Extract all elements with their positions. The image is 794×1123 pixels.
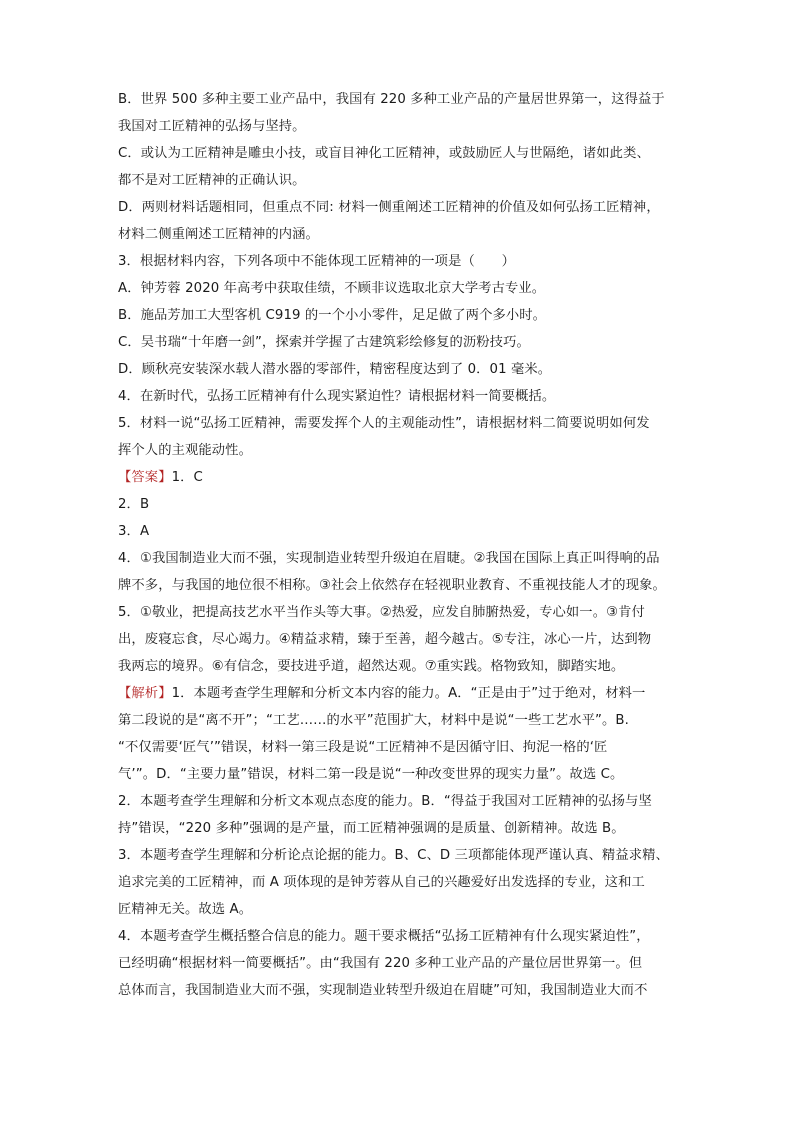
- question-5-line-2: 挥个人的主观能动性。: [118, 443, 252, 458]
- analysis-line-10: 4．本题考查学生概括整合信息的能力。题干要求概括“弘扬工匠精神有什么现实紧迫性”，: [118, 929, 650, 944]
- answer-label: 【答案】: [118, 470, 172, 485]
- question-4: 4．在新时代，弘扬工匠精神有什么现实紧迫性？请根据材料一简要概括。: [118, 389, 556, 404]
- answer-2: 2．B: [118, 497, 150, 512]
- question-3-choice-a: A．钟芳蓉 2020 年高考中获取佳绩，不顾非议选取北京大学考古专业。: [118, 281, 546, 296]
- analysis-line-4: 气’”。D．“主要力量”错误，材料二第一段是说“一种改变世界的现实力量”。故选 C。: [118, 767, 624, 782]
- answer-3: 3．A: [118, 524, 150, 539]
- answer-5-line-1: 5．①敬业，把提高技艺水平当作头等大事。②热爱，应发自肺腑热爱，专心如一。③肯付: [118, 605, 645, 620]
- analysis-line-5: 2．本题考查学生理解和分析文本观点态度的能力。B．“得益于我国对工匠精神的弘扬与坚: [118, 794, 652, 809]
- question-3-choice-c: C．吴书瑞“十年磨一剑”，探索并学握了古建筑彩绘修复的沥粉技巧。: [118, 335, 530, 350]
- answer-4-text-2: 牌不多，与我国的地位很不相称。③社会上依然存在轻视职业教育、不重视技能人才的现象。: [118, 578, 666, 593]
- analysis-line-8: 追求完美的工匠精神，而 A 项体现的是钟芳蓉从自己的兴趣爱好出发选择的专业，这和工: [118, 875, 645, 890]
- analysis-line-1: [118, 680, 678, 707]
- question-5-line-1: 5．材料一说“弘扬工匠精神，需要发挥个人的主观能动性”，请根据材料二简要说明如何发: [118, 416, 650, 431]
- analysis-line-3: “不仅需要‘匠气’”错误，材料一第三段是说“工匠精神不是因循守旧、拘泥一格的‘匠: [118, 740, 608, 755]
- analysis-line-6: 持”错误，“220 多种”强调的是产量，而工匠精神强调的是质量、创新精神。故选 B。: [118, 821, 625, 836]
- analysis-line-12: 总体而言，我国制造业大而不强，实现制造业转型升级迫在眉睫”可知，我国制造业大而不: [118, 983, 648, 998]
- question-3-stem: 3．根据材料内容，下列各项中不能体现工匠精神的一项是（ ）: [118, 254, 516, 269]
- answer-4-text-1: 4．①我国制造业大而不强，实现制造业转型升级迫在眉睫。②我国在国际上真正叫得响的品: [118, 551, 660, 566]
- answer-5-line-3: 我两忘的境界。⑥有信念，要技进乎道，超然达观。⑦重实践。格物致知，脚踏实地。: [118, 659, 625, 674]
- question-3-choice-b: B．施品芳加工大型客机 C919 的一个小小零件，足足做了两个多小时。: [118, 308, 547, 323]
- answer-1-line: [118, 464, 678, 491]
- analysis-line-2: 第二段说的是“离不开”；“工艺……的水平”范围扩大，材料中是说“一些工艺水平”。B.: [118, 713, 629, 728]
- analysis-text-1: 1．本题考查学生理解和分析文本内容的能力。A．“正是由于”过于绝对，材料一: [171, 686, 646, 701]
- answer-4-line-2: [118, 572, 678, 599]
- analysis-line-9: 匠精神无关。故选 A。: [118, 902, 253, 917]
- option-b-line-1: B．世界 500 多种主要工业产品中，我国有 220 多种工业产品的产量居世界第一，这得益于: [118, 92, 665, 107]
- document-page: [118, 86, 678, 1004]
- answer-5-line-2: 出，废寝忘食，尽心竭力。④精益求精，臻于至善，超今越古。⑤专注，冰心一片，达到物: [118, 632, 652, 647]
- answer-1: 1．C: [171, 470, 203, 485]
- analysis-line-11: 已经明确“根据材料一简要概括”。由“我国有 220 多种工业产品的产量位居世界第一。但: [118, 956, 643, 971]
- option-c-line-1: C．或认为工匠精神是雕虫小技，或盲目神化工匠精神，或鼓励匠人与世隔绝，诸如此类、: [118, 146, 650, 161]
- question-3-choice-d: D．顾秋亮安装深水载人潜水器的零部件，精密程度达到了 0．01 毫米。: [118, 362, 552, 377]
- answer-4-line-1: [118, 545, 678, 572]
- option-d-line-2: 材料二侧重阐述工匠精神的内涵。: [118, 227, 319, 242]
- option-c-line-2: 都不是对工匠精神的正确认识。: [118, 173, 306, 188]
- option-b-line-2: 我国对工匠精神的弘扬与坚持。: [118, 119, 306, 134]
- analysis-line-7: 3．本题考查学生理解和分析论点论据的能力。B、C、D 三项都能体现严谨认真、精益求精、: [118, 848, 669, 863]
- analysis-label: 【解析】: [118, 686, 172, 701]
- option-d-line-1: D．两则材料话题相同，但重点不同: 材料一侧重阐述工匠精神的价值及如何弘扬工匠精神，: [118, 200, 660, 215]
